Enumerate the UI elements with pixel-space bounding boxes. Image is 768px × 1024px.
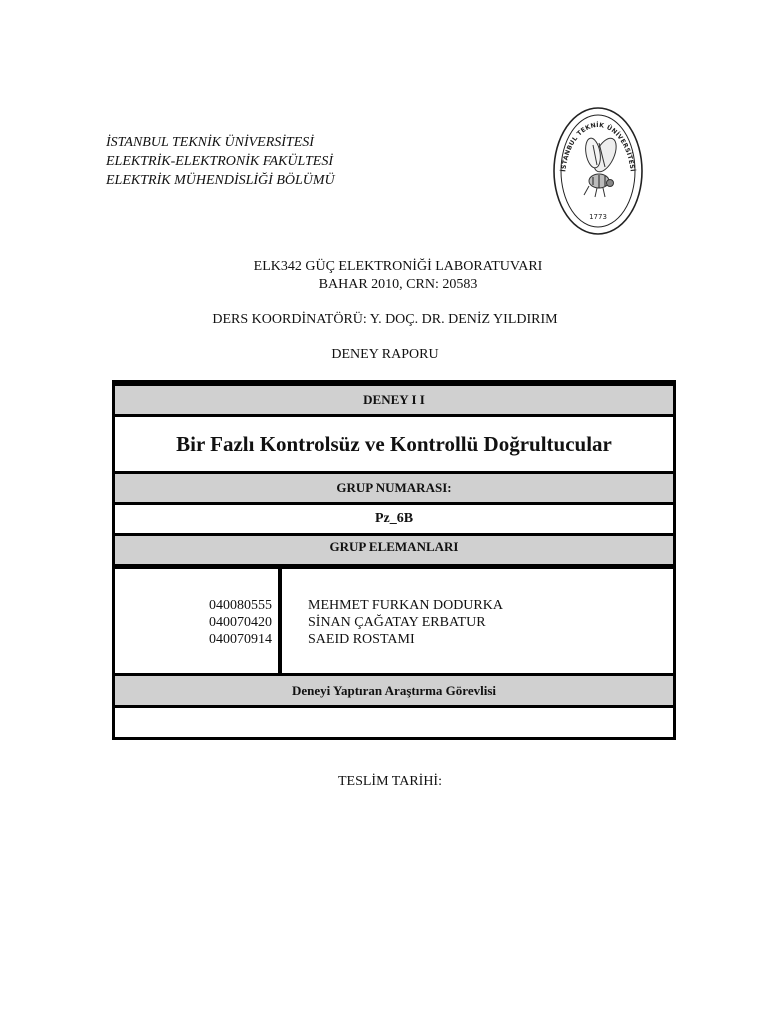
course-coordinator: DERS KOORDİNATÖRÜ: Y. DOÇ. DR. DENİZ YILDIRIM bbox=[212, 312, 558, 327]
members-header-cell bbox=[115, 536, 673, 564]
course-title: ELK342 GÜÇ ELEKTRONİĞİ LABORATUVARI bbox=[253, 259, 543, 274]
assistant-header-cell bbox=[115, 676, 673, 705]
experiment-title-cell bbox=[115, 417, 673, 471]
group-number-header-cell bbox=[115, 474, 673, 502]
group-number-label: GRUP NUMARASI: bbox=[336, 480, 452, 495]
member-id: 040080555 bbox=[209, 598, 272, 613]
member-name: SİNAN ÇAĞATAY ERBATUR bbox=[308, 615, 486, 630]
member-id: 040070914 bbox=[209, 632, 272, 647]
semester-crn: BAHAR 2010, CRN: 20583 bbox=[318, 277, 478, 292]
university-seal-icon bbox=[553, 105, 643, 235]
member-id: 040070420 bbox=[209, 615, 272, 630]
group-number: Pz_6B bbox=[374, 511, 414, 526]
members-cell bbox=[115, 569, 673, 673]
faculty-name: ELEKTRİK-ELEKTRONİK FAKÜLTESİ bbox=[106, 154, 333, 169]
experiment-label: DENEY I I bbox=[363, 392, 425, 407]
members-label: GRUP ELEMANLARI bbox=[329, 539, 459, 554]
assistant-label: Deneyi Yaptıran Araştırma Görevlisi bbox=[291, 682, 496, 698]
report-type-label: DENEY RAPORU bbox=[331, 347, 439, 362]
member-name: MEHMET FURKAN DODURKA bbox=[308, 598, 503, 613]
experiment-label-cell bbox=[115, 386, 673, 414]
student-id-column bbox=[115, 569, 278, 673]
seal-text: İSTANBUL TEKNİK ÜNİVERSİTESİ bbox=[560, 121, 636, 173]
department-name: ELEKTRİK MÜHENDİSLİĞİ BÖLÜMÜ bbox=[106, 173, 335, 188]
delivery-date-label: TESLİM TARİHİ: bbox=[337, 774, 442, 789]
institution-header bbox=[106, 133, 335, 190]
assistant-name-cell bbox=[115, 708, 673, 737]
seal-year: 1773 bbox=[589, 213, 607, 221]
member-name-column bbox=[282, 569, 673, 673]
experiment-title: Bir Fazlı Kontrolsüz ve Kontrollü Doğrultucular bbox=[176, 431, 612, 456]
report-info-table bbox=[112, 380, 676, 740]
university-name: İSTANBUL TEKNİK ÜNİVERSİTESİ bbox=[106, 135, 314, 150]
member-name: SAEID ROSTAMI bbox=[308, 632, 415, 647]
group-number-cell bbox=[115, 505, 673, 533]
